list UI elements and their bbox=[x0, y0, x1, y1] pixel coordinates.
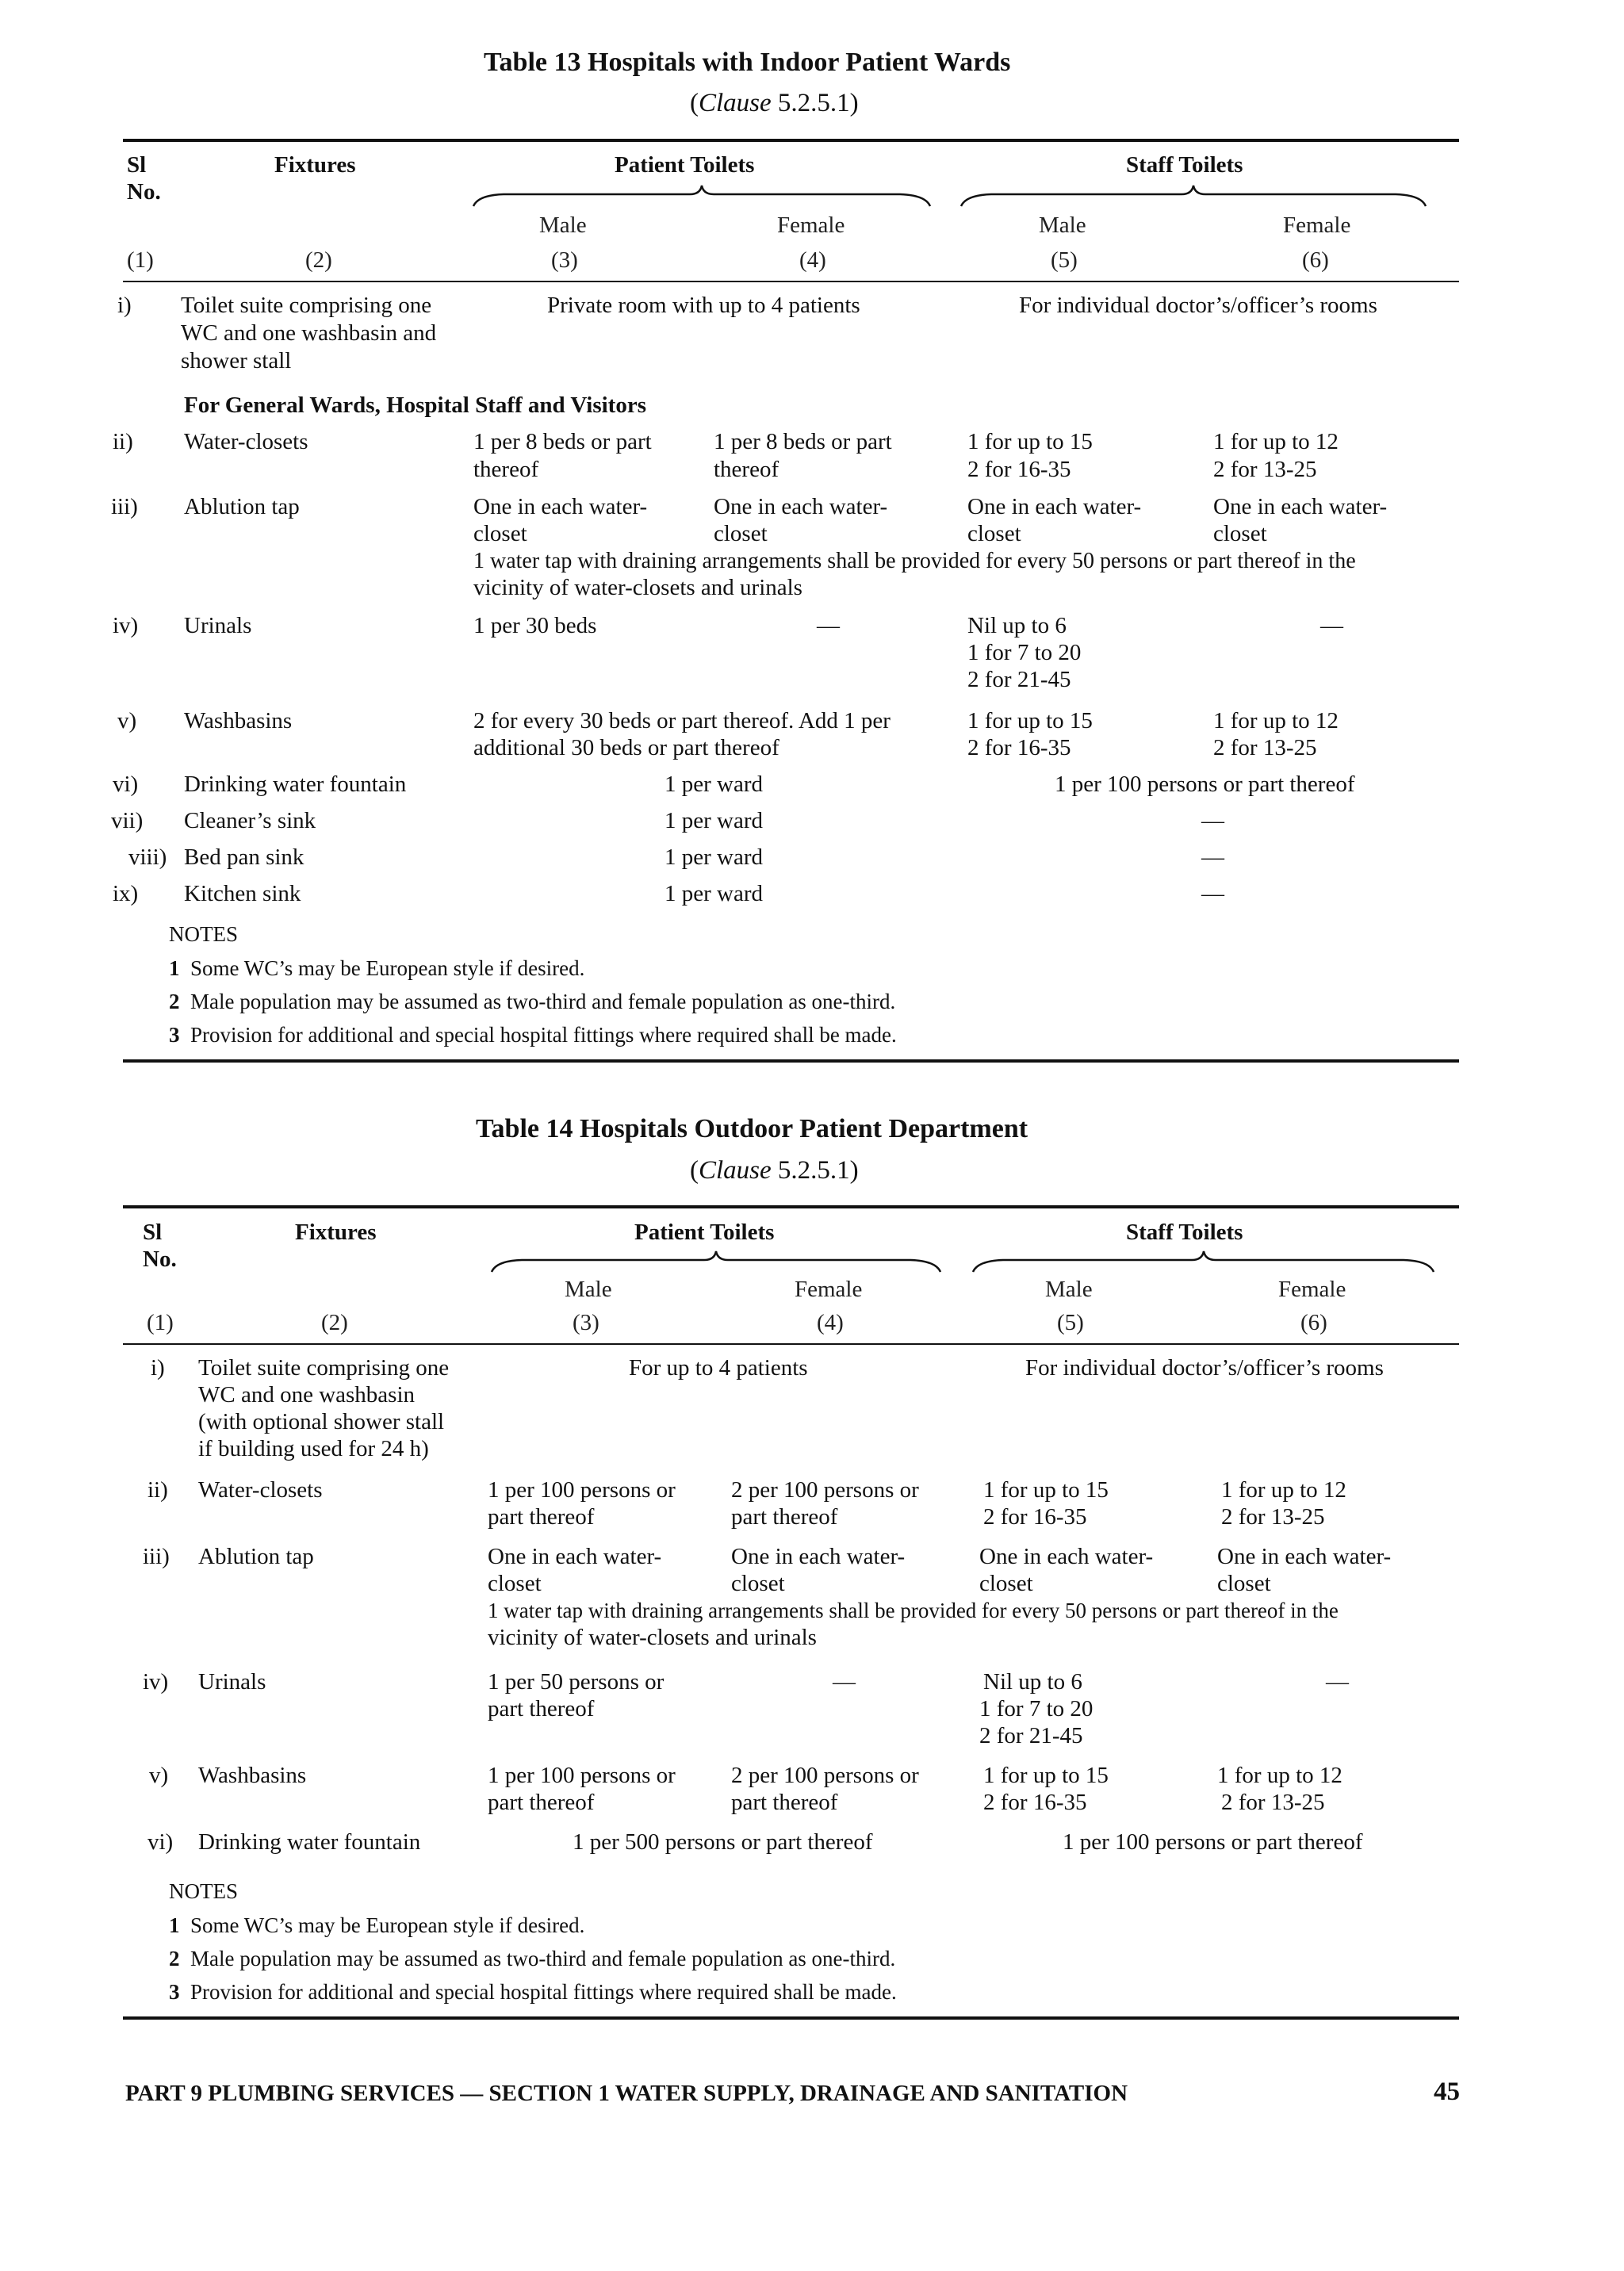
note: 2 Male population may be assumed as two-third and female population as one-third. bbox=[169, 990, 896, 1013]
col-num-6: (6) bbox=[1302, 247, 1329, 273]
table14-clause: (Clause 5.2.5.1) bbox=[690, 1156, 859, 1185]
col-female-staff: Female bbox=[1283, 213, 1351, 238]
col-num-2: (2) bbox=[305, 247, 332, 273]
table14-title: Table 14 Hospitals Outdoor Patient Department bbox=[476, 1114, 1028, 1143]
note: 3 Provision for additional and special hospital fittings where required shall be made. bbox=[169, 1980, 897, 2004]
col-num-2: (2) bbox=[321, 1310, 348, 1335]
staff-brace bbox=[959, 184, 1427, 208]
col-num-1: (1) bbox=[147, 1310, 174, 1335]
col-num-3: (3) bbox=[551, 247, 578, 273]
col-female-staff: Female bbox=[1278, 1277, 1346, 1302]
table13-bottom-rule bbox=[123, 1059, 1459, 1063]
col-patient-toilets: Patient Toilets bbox=[634, 1220, 775, 1245]
col-female-patient: Female bbox=[777, 213, 845, 238]
notes-heading: NOTES bbox=[169, 922, 238, 946]
col-num-6: (6) bbox=[1300, 1310, 1327, 1335]
col-num-5: (5) bbox=[1057, 1310, 1084, 1335]
col-staff-toilets: Staff Toilets bbox=[1126, 152, 1243, 178]
note: 1 Some WC’s may be European style if desired. bbox=[169, 956, 585, 980]
table14-header-rule bbox=[123, 1343, 1459, 1345]
col-num-4: (4) bbox=[799, 247, 826, 273]
table13-title: Table 13 Hospitals with Indoor Patient Wards bbox=[484, 48, 1011, 77]
table13-clause: (Clause 5.2.5.1) bbox=[690, 89, 859, 117]
col-no: No. bbox=[127, 179, 161, 205]
col-male-staff: Male bbox=[1045, 1277, 1093, 1302]
col-no: No. bbox=[143, 1247, 177, 1272]
col-num-3: (3) bbox=[573, 1310, 599, 1335]
page-number: 45 bbox=[1434, 2078, 1460, 2106]
note: 2 Male population may be assumed as two-third and female population as one-third. bbox=[169, 1947, 896, 1970]
note: 1 Some WC’s may be European style if desired. bbox=[169, 1913, 585, 1937]
table14-bottom-rule bbox=[123, 2016, 1459, 2020]
patient-brace bbox=[490, 1250, 942, 1273]
col-fixtures: Fixtures bbox=[295, 1220, 377, 1245]
col-male-patient: Male bbox=[539, 213, 587, 238]
staff-brace bbox=[971, 1250, 1435, 1273]
col-female-patient: Female bbox=[795, 1277, 863, 1302]
col-male-staff: Male bbox=[1039, 213, 1086, 238]
running-footer: PART 9 PLUMBING SERVICES — SECTION 1 WATER SUPPLY, DRAINAGE AND SANITATION bbox=[125, 2081, 1128, 2106]
table14-top-rule bbox=[123, 1205, 1459, 1208]
col-num-4: (4) bbox=[817, 1310, 844, 1335]
col-sl: Sl bbox=[143, 1220, 163, 1245]
col-staff-toilets: Staff Toilets bbox=[1126, 1220, 1243, 1245]
col-num-5: (5) bbox=[1051, 247, 1078, 273]
notes-heading: NOTES bbox=[169, 1879, 238, 1903]
table13-header-rule bbox=[123, 281, 1459, 282]
col-male-patient: Male bbox=[565, 1277, 612, 1302]
table13-top-rule bbox=[123, 139, 1459, 142]
col-patient-toilets: Patient Toilets bbox=[615, 152, 755, 178]
patient-brace bbox=[472, 184, 932, 208]
note: 3 Provision for additional and special hospital fittings where required shall be made. bbox=[169, 1023, 897, 1047]
col-fixtures: Fixtures bbox=[274, 152, 356, 178]
col-sl: Sl bbox=[127, 152, 147, 178]
col-num-1: (1) bbox=[127, 247, 154, 273]
section-heading: For General Wards, Hospital Staff and Visitors bbox=[184, 393, 646, 418]
